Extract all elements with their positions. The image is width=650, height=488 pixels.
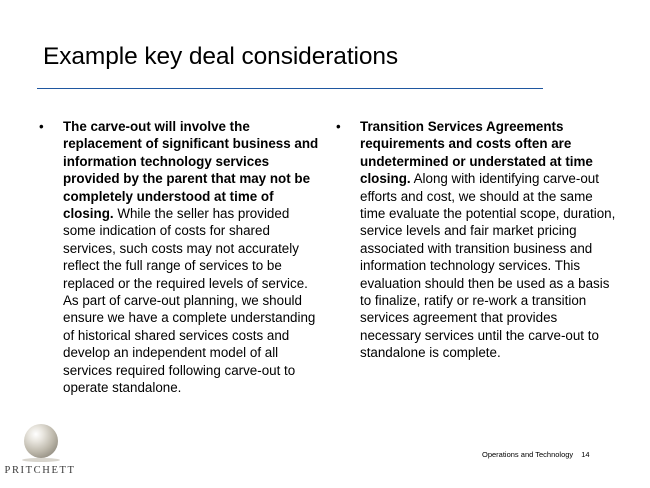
- sphere-icon: [24, 424, 58, 458]
- footer-section: Operations and Technology: [482, 450, 574, 459]
- bullet-emphasis: The carve-out will involve the replacement of significant business and information technology services provided by the parent that may not be completely understood at time of closing.: [63, 119, 319, 222]
- sphere-shadow: [22, 458, 60, 462]
- logo-wordmark: PRITCHETT: [4, 465, 76, 476]
- slide-title: Example key deal considerations: [43, 43, 399, 70]
- bullet-icon: •: [39, 119, 44, 134]
- bullet-column-left: [39, 118, 323, 397]
- bullet-paragraph: [63, 118, 323, 397]
- page-number: 14: [581, 450, 590, 459]
- slide-footer: [482, 450, 590, 459]
- bullet-column-right: [336, 118, 618, 362]
- bullet-body: Along with identifying carve-out efforts and cost, we should at the same time evaluate the potential scope, duration, service levels and fair market pricing associated with transition business and information technology services. This evaluation should then be used as a basis to finalize, ratify or re-work a transition services agreement that provides necessary services until the carve-out to standalone is complete.: [360, 171, 616, 361]
- bullet-body: While the seller has provided some indication of costs for shared services, such costs may not accurately reflect the full range of services to be replaced or the required levels of service. As part of carve-out planning, we should ensure we have a complete understanding of historical shared services costs and develop an independent model of all services required following carve-out to operate standalone.: [63, 206, 316, 396]
- bullet-emphasis: Transition Services Agreements requirements and costs often are undetermined or understated at time closing.: [360, 119, 593, 187]
- bullet-paragraph: [360, 118, 618, 362]
- bullet-icon: •: [336, 119, 341, 134]
- pritchett-logo: [4, 422, 74, 478]
- title-divider: [37, 88, 543, 89]
